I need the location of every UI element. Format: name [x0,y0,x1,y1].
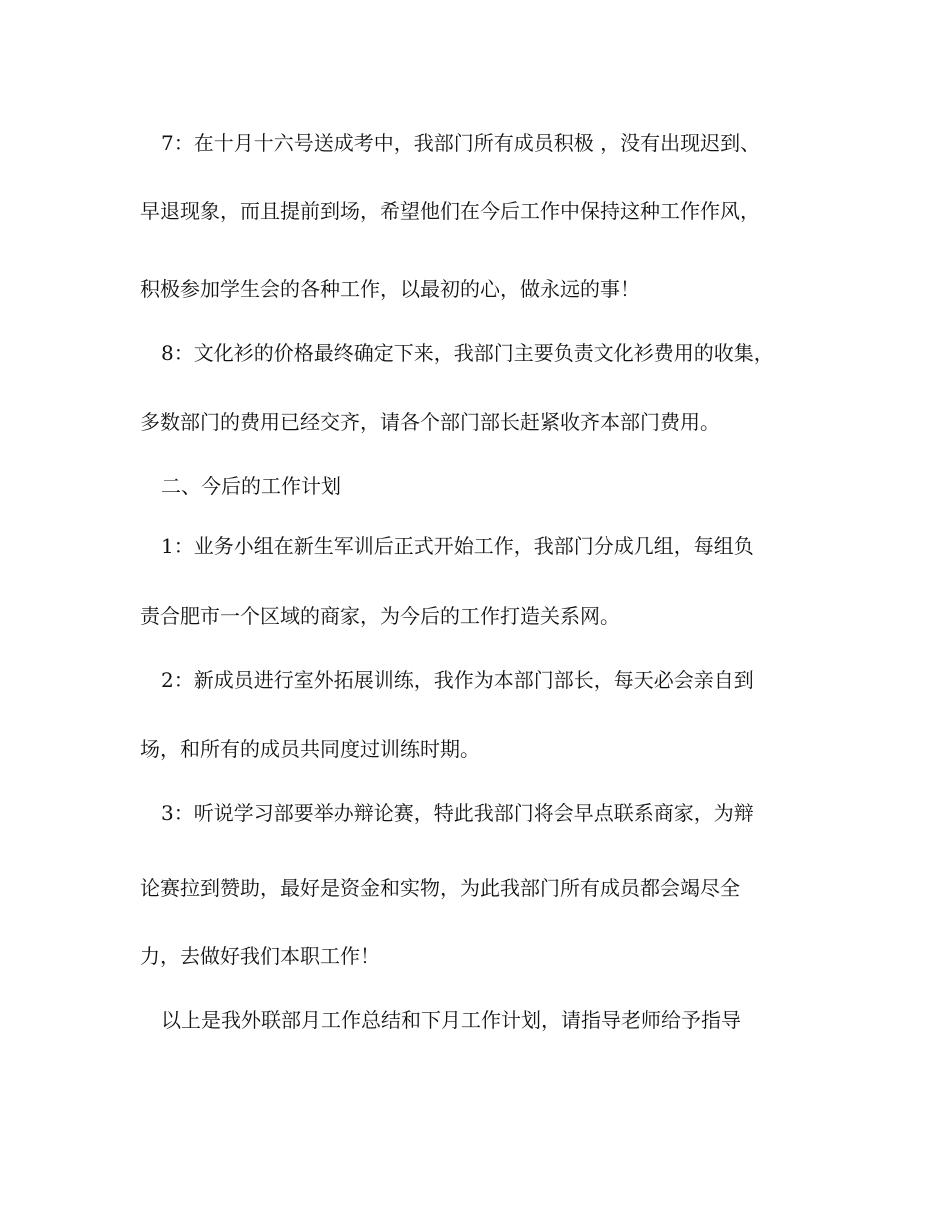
paragraph-line: 积极参加学生会的各种工作，以最初的心，做永远的事！ [140,277,640,301]
paragraph-line: 责合肥市一个区域的商家，为今后的工作打造关系网。 [140,604,620,628]
paragraph-line: 8：文化衫的价格最终确定下来，我部门主要负责文化衫费用的收集， [161,341,774,365]
paragraph-line: 3：听说学习部要举办辩论赛，特此我部门将会早点联系商家，为辩 [161,801,754,825]
paragraph-line: 论赛拉到赞助，最好是资金和实物，为此我部门所有成员都会竭尽全 [140,876,740,900]
section-heading: 二、今后的工作计划 [161,474,341,498]
paragraph-line: 多数部门的费用已经交齐，请各个部门部长赶紧收齐本部门费用。 [140,410,720,434]
paragraph-line: 1：业务小组在新生军训后正式开始工作，我部门分成几组，每组负 [161,534,754,558]
paragraph-line: 2：新成员进行室外拓展训练，我作为本部门部长，每天必会亲自到 [161,668,754,692]
paragraph-line: 力，去做好我们本职工作！ [140,944,380,968]
paragraph-line: 7：在十月十六号送成考中，我部门所有成员积极 ，没有出现迟到、 [161,131,761,155]
paragraph-line: 早退现象，而且提前到场，希望他们在今后工作中保持这种工作作风， [140,199,760,223]
paragraph-line: 以上是我外联部月工作总结和下月工作计划，请指导老师给予指导 [161,1008,741,1032]
paragraph-line: 场，和所有的成员共同度过训练时期。 [140,737,480,761]
